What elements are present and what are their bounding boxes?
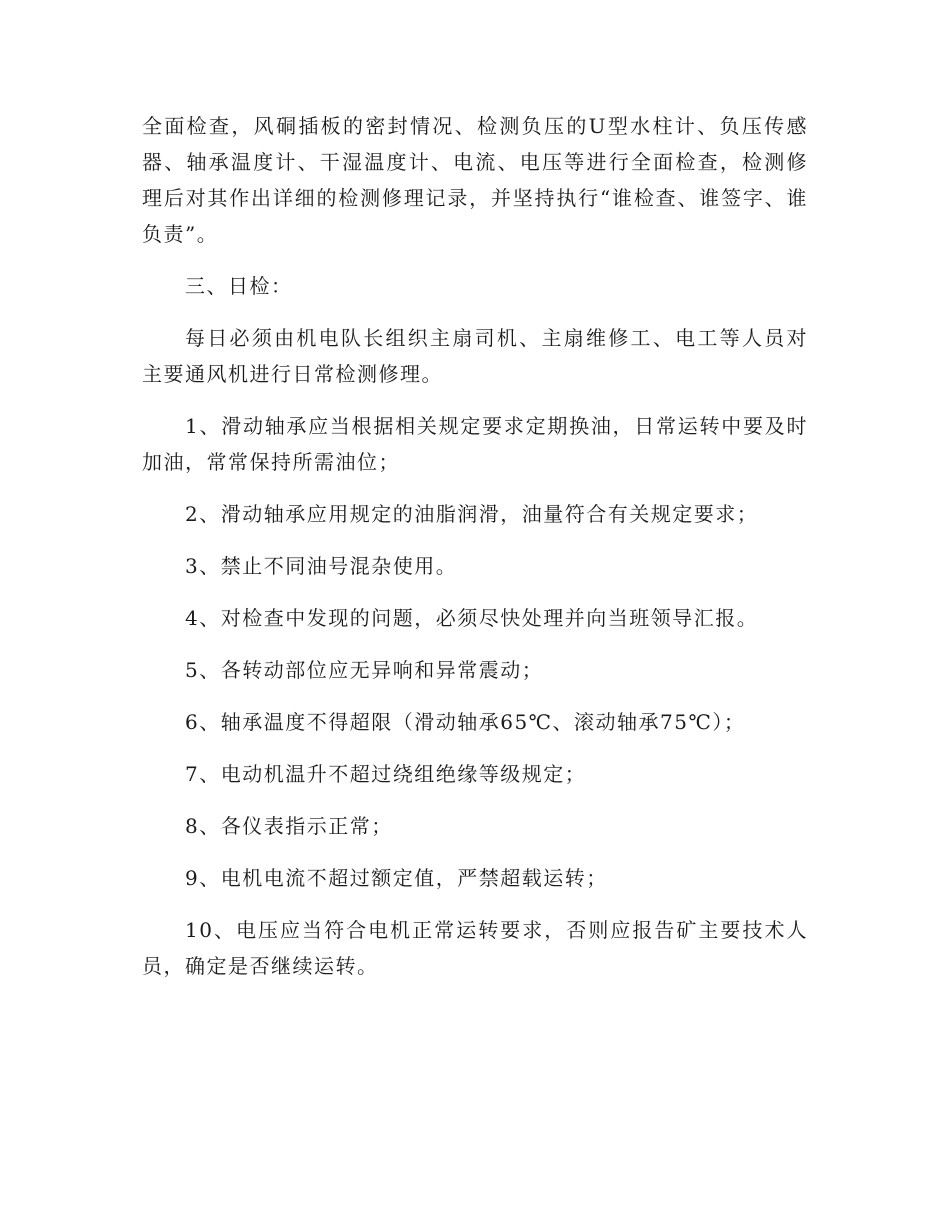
paragraph-inspection-continued: 全面检查，风硐插板的密封情况、检测负压的U型水柱计、负压传感器、轴承温度计、干湿温度计、电流、电压等进行全面检查，检测修理后对其作出详细的检测修理记录，并坚持执行“谁检查、谁签字、谁负责”。 xyxy=(142,114,808,246)
list-item-1: 1、滑动轴承应当根据相关规定要求定期换油，日常运转中要及时加油，常常保持所需油位； xyxy=(142,414,808,474)
list-item-4: 4、对检查中发现的问题，必须尽快处理并向当班领导汇报。 xyxy=(185,606,759,630)
document-body xyxy=(142,108,808,1000)
list-item-2: 2、滑动轴承应用规定的油脂润滑，油量符合有关规定要求； xyxy=(185,502,759,526)
paragraph-daily-inspection-intro: 每日必须由机电队长组织主扇司机、主扇维修工、电工等人员对主要通风机进行日常检测修理。 xyxy=(142,326,808,386)
list-item-8: 8、各仪表指示正常； xyxy=(185,814,393,838)
list-item-7: 7、电动机温升不超过绕组绝缘等级规定； xyxy=(185,762,587,786)
list-item-3: 3、禁止不同油号混杂使用。 xyxy=(185,554,458,578)
list-item-9: 9、电机电流不超过额定值，严禁超载运转； xyxy=(185,866,608,890)
list-item-5: 5、各转动部位应无异响和异常震动； xyxy=(185,658,544,682)
section-heading-daily-inspection: 三、日检： xyxy=(185,274,293,298)
list-item-10: 10、电压应当符合电机正常运转要求，否则应报告矿主要技术人员，确定是否继续运转。 xyxy=(142,918,808,978)
list-item-6: 6、轴承温度不得超限（滑动轴承65℃、滚动轴承75℃）； xyxy=(185,710,746,734)
